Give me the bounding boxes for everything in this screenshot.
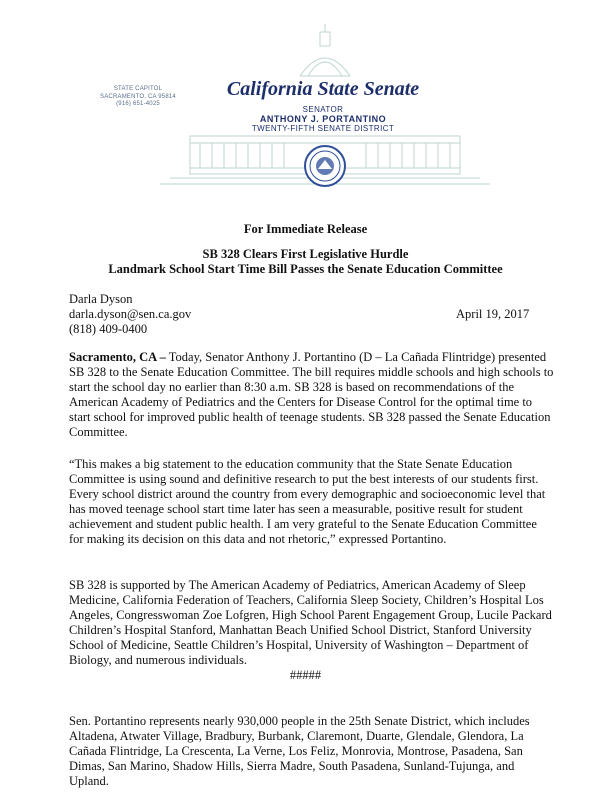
release-label: For Immediate Release bbox=[243, 222, 368, 236]
paragraph-quote bbox=[69, 457, 569, 547]
paragraph-intro bbox=[69, 350, 569, 440]
paragraph-line: Children’s Hospital Stanford, Manhattan Beach Unified School District, Stanford University bbox=[69, 623, 532, 637]
paragraph-line: Every school district around the country from every demographic and socioeconomic level that bbox=[69, 487, 546, 501]
paragraph-line: School of Medicine, Seattle Children’s Hospital, University of Washington – Department of bbox=[69, 638, 529, 652]
paragraph-line: has moved teenage school start time later has seen a measurable, positive result for student bbox=[69, 502, 523, 516]
dateline: Sacramento, CA – bbox=[69, 350, 166, 364]
paragraph-line: achievement and student public health. I am very grateful to the Senate Education Committee bbox=[69, 517, 537, 531]
paragraph-line: Altadena, Atwater Village, Bradbury, Burbank, Claremont, Duarte, Glendale, Glendora, La bbox=[69, 729, 524, 743]
subheadline: Landmark School Start Time Bill Passes the Senate Education Committee bbox=[108, 262, 503, 276]
paragraph-district bbox=[69, 714, 569, 789]
end-separator: ##### bbox=[289, 668, 322, 682]
senator-label: SENATOR bbox=[302, 105, 344, 114]
release-date: April 19, 2017 bbox=[456, 307, 530, 321]
paragraph-line: SB 328 to the Senate Education Committee. The bill requires middle schools and high schools to bbox=[69, 365, 554, 379]
paragraph-line: start the school day no earlier than 8:30 a.m. SB 328 is based on recommendations of the bbox=[69, 380, 515, 394]
paragraph-line: SB 328 is supported by The American Academy of Pediatrics, American Academy of Sleep bbox=[69, 578, 526, 592]
paragraph-line: Committee is using sound and definitive research to put the best interests of our students first. bbox=[69, 472, 539, 486]
paragraph-line: American Academy of Pediatrics and the Centers for Disease Control for the optimal time to bbox=[69, 395, 533, 409]
contact-email: darla.dyson@sen.ca.gov bbox=[69, 307, 192, 321]
paragraph-line: Cañada Flintridge, La Crescenta, La Verne, Los Feliz, Monrovia, Montrose, Pasadena, San bbox=[69, 744, 523, 758]
address-line: SACRAMENTO, CA 95814 bbox=[100, 93, 176, 100]
senate-district: TWENTY-FIFTH SENATE DISTRICT bbox=[251, 124, 395, 133]
paragraph-line: Sen. Portantino represents nearly 930,000 people in the 25th Senate District, which includes bbox=[69, 714, 530, 728]
paragraph-line: Medicine, California Federation of Teachers, California Sleep Society, Children’s Hospital Los bbox=[69, 593, 544, 607]
headline: SB 328 Clears First Legislative Hurdle bbox=[202, 247, 409, 261]
paragraph-line: Committee. bbox=[69, 425, 128, 439]
paragraph-line: start school for improved public health of teenage students. SB 328 passed the Senate Education bbox=[69, 410, 551, 424]
paragraph-supporters bbox=[69, 578, 569, 668]
senator-block bbox=[213, 105, 433, 134]
paragraph-line: for making its decision on this data and not rhetoric,” expressed Portantino. bbox=[69, 532, 447, 546]
paragraph-line: Angeles, Congresswoman Zoe Lofgren, High School Parent Engagement Group, Lucile Packard bbox=[69, 608, 552, 622]
paragraph-text: Today, Senator Anthony J. Portantino (D – La Cañada Flintridge) presented bbox=[165, 350, 547, 364]
paragraph-line bbox=[69, 350, 569, 365]
senate-title: California State Senate bbox=[226, 78, 420, 100]
paragraph-line: “This makes a big statement to the education community that the State Senate Education bbox=[69, 457, 513, 471]
contact-name: Darla Dyson bbox=[69, 292, 133, 306]
address-line: STATE CAPITOL bbox=[113, 86, 163, 92]
paragraph-line: Dimas, San Marino, Shadow Hills, Sierra Madre, South Pasadena, Sunland-Tujunga, and bbox=[69, 759, 515, 773]
address-line: (916) 651-4025 bbox=[116, 101, 160, 107]
contact-phone: (818) 409-0400 bbox=[69, 322, 148, 336]
paragraph-line: Biology, and numerous individuals. bbox=[69, 653, 247, 667]
contact-block bbox=[69, 292, 191, 337]
paragraph-line: Upland. bbox=[69, 774, 109, 788]
senator-name: ANTHONY J. PORTANTINO bbox=[259, 113, 387, 124]
senate-seal bbox=[305, 146, 345, 186]
